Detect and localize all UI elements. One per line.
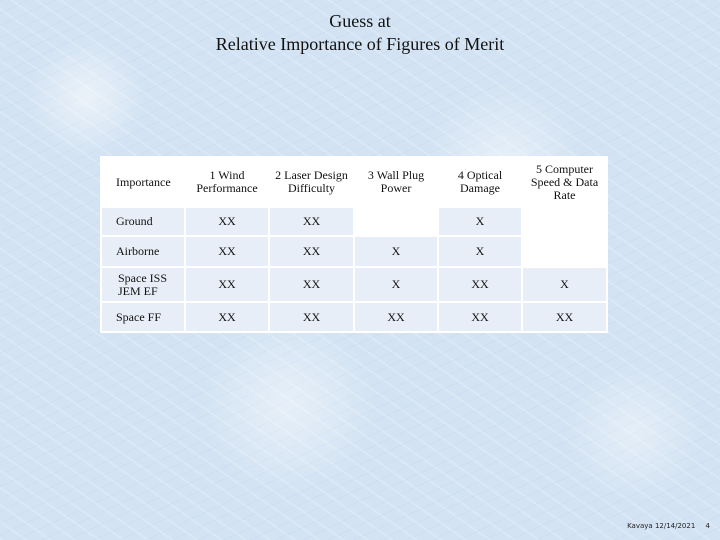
- slide-footer: [619, 522, 710, 530]
- header-computer-speed-data-rate: 5 Computer Speed & Data Rate: [522, 157, 607, 207]
- header-wall-plug-power: 3 Wall Plug Power: [354, 157, 438, 207]
- footer-author-date: Kavaya 12/14/2021: [627, 522, 696, 530]
- header-optical-damage: 4 Optical Damage: [438, 157, 522, 207]
- table-cell: XX: [185, 267, 269, 302]
- table-cell: XX: [438, 302, 522, 332]
- table-cell: XX: [269, 302, 354, 332]
- table-row: [101, 207, 607, 236]
- table-cell: X: [354, 236, 438, 267]
- row-label-airborne: Airborne: [101, 236, 185, 267]
- table-cell: XX: [185, 207, 269, 236]
- table-cell: XX: [522, 302, 607, 332]
- figures-of-merit-table: [100, 156, 608, 333]
- slide-title: [0, 10, 720, 56]
- footer-page-number: 4: [705, 522, 710, 530]
- table-cell: XX: [354, 302, 438, 332]
- table-cell: XX: [269, 267, 354, 302]
- row-label-space-ff: Space FF: [101, 302, 185, 332]
- table-cell: [522, 236, 607, 267]
- table-cell: X: [354, 267, 438, 302]
- table-cell: X: [522, 267, 607, 302]
- header-laser-design-difficulty: 2 Laser Design Difficulty: [269, 157, 354, 207]
- table-cell: XX: [185, 236, 269, 267]
- slide-title-line-1: Guess at: [329, 11, 391, 31]
- table-row: [101, 302, 607, 332]
- table-cell: XX: [269, 207, 354, 236]
- table-cell: X: [438, 207, 522, 236]
- table-row: [101, 267, 607, 302]
- table-header-row: [101, 157, 607, 207]
- table-cell: X: [438, 236, 522, 267]
- slide-title-line-2: Relative Importance of Figures of Merit: [215, 34, 505, 54]
- table-cell: XX: [185, 302, 269, 332]
- row-label-ground: Ground: [101, 207, 185, 236]
- row-label-space-iss-jem-ef: Space ISS JEM EF: [101, 267, 185, 302]
- table-cell: XX: [438, 267, 522, 302]
- header-importance: Importance: [101, 157, 185, 207]
- table-cell: XX: [269, 236, 354, 267]
- header-wind-performance: 1 Wind Performance: [185, 157, 269, 207]
- table-row: [101, 236, 607, 267]
- table-cell: [522, 207, 607, 236]
- table-cell: [354, 207, 438, 236]
